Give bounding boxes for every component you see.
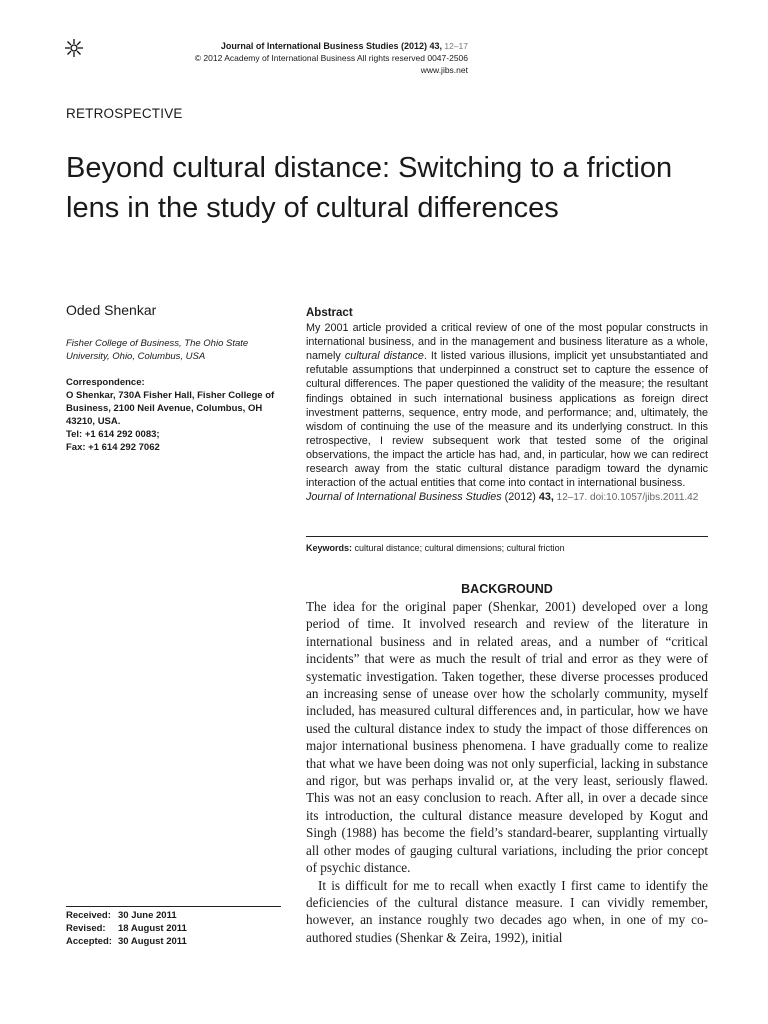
correspondence-block [66, 376, 281, 454]
accepted-date: 30 August 2011 [118, 936, 187, 947]
abstract-block [306, 306, 708, 505]
body-paragraph: The idea for the original paper (Shenkar, 2001) developed over a long period of time. It involved research and review of the literature in international business and in related areas, and a number of “critical incidents” that were as much the result of trial and error as they were of systematic investigation. Taken together, these diverse processes produced an increasing sense of unease over how the scholarly community, myself included, has measured cultural differences and, in particular, how we have used the cultural distance index to study the impact of those differences on major international business phenomena. I have gradually come to realize that what we have been doing was not only superficial, lacking in substance and rigor, but was perhaps invalid or, at the very least, seriously flawed. This was not an easy conclusion to reach. After all, in over a decade since its introduction, the cultural distance measure developed by Kogut and Singh (1988) has become the field’s standard-bearer, supplanting virtually all other modes of gauging cultural variations, including the prior concept of psychic distance. [306, 599, 708, 876]
revised-date: 18 August 2011 [118, 923, 187, 934]
keywords-text: cultural distance; cultural dimensions; cultural friction [354, 543, 565, 553]
accepted-label: Accepted: [66, 936, 112, 947]
correspondence-tel: Tel: +1 614 292 0083; [66, 429, 160, 440]
citation-journal: Journal of International Business Studies [306, 491, 502, 504]
abstract-emphasis: cultural distance [344, 350, 424, 363]
body-paragraph: It is difficult for me to recall when exactly I first came to identify the deficiencies of the cultural distance measure. I can vividly remember, however, an instance roughly two decades ago when, in one of my co-authored studies (Shenkar & Zeira, 1992), initial [306, 877, 708, 945]
abstract-citation [306, 490, 708, 505]
citation-year: (2012) [501, 491, 539, 504]
accepted-date-row [66, 935, 281, 948]
keywords-label: Keywords: [306, 543, 353, 553]
received-label: Received: [66, 910, 111, 921]
submission-dates [66, 906, 281, 948]
publisher-logo-icon [64, 38, 84, 58]
article-title: Beyond cultural distance: Switching to a friction lens in the study of cultural differences [66, 152, 673, 224]
journal-copyright: © 2012 Academy of International Business All rights reserved 0047-2506 [194, 53, 468, 63]
author-affiliation: Fisher College of Business, The Ohio State University, Ohio, Columbus, USA [66, 338, 249, 362]
author-name: Oded Shenkar [66, 302, 157, 318]
background-heading: BACKGROUND [461, 582, 553, 596]
abstract-text-start: My 2001 article provided a critical review of one of the most popular constructs in international business, and in the management and business literature as a whole, namely [306, 322, 708, 363]
correspondence-fax: Fax: +1 614 292 7062 [66, 442, 160, 453]
journal-name: Journal of International Business Studies (2012) 43, [220, 41, 442, 51]
revised-label: Revised: [66, 923, 106, 934]
correspondence-address: O Shenkar, 730A Fisher Hall, Fisher College of Business, 2100 Neil Avenue, Columbus, OH 43210, USA. [66, 390, 275, 427]
section-label: RETROSPECTIVE [66, 106, 183, 121]
received-date-row [66, 909, 281, 922]
abstract-text [306, 321, 708, 490]
revised-date-row [66, 922, 281, 935]
journal-header [195, 40, 468, 76]
journal-pages: 12–17 [444, 41, 468, 51]
citation-doi: 12–17. doi:10.1057/jibs.2011.42 [553, 492, 699, 504]
abstract-text-end: . It listed various illusions, implicit yet unsubstantiated and refutable assumptions that underpinned a construct set to capture the essence of cultural differences. The paper questioned the validity of the measure; the resultant findings obtained in such international business applications as foreign direct investment patterns, sequence, entry mode, and performance; and, ultimately, the wisdom of continuing the use of the measure and its underlying construct. In this retrospective, I review subsequent work that tested some of the original observations, the impact the article has had, and, in particular, how we can redirect research away from the static cultural distance paradigm toward the dynamic interaction of the actual entities that come into contact in international business. [306, 350, 708, 490]
journal-url: www.jibs.net [420, 65, 468, 75]
abstract-heading: Abstract [306, 307, 353, 319]
received-date: 30 June 2011 [118, 910, 177, 921]
background-body [306, 598, 708, 946]
correspondence-label: Correspondence: [66, 377, 145, 388]
keywords-block [306, 536, 708, 553]
citation-volume: 43, [538, 491, 554, 504]
